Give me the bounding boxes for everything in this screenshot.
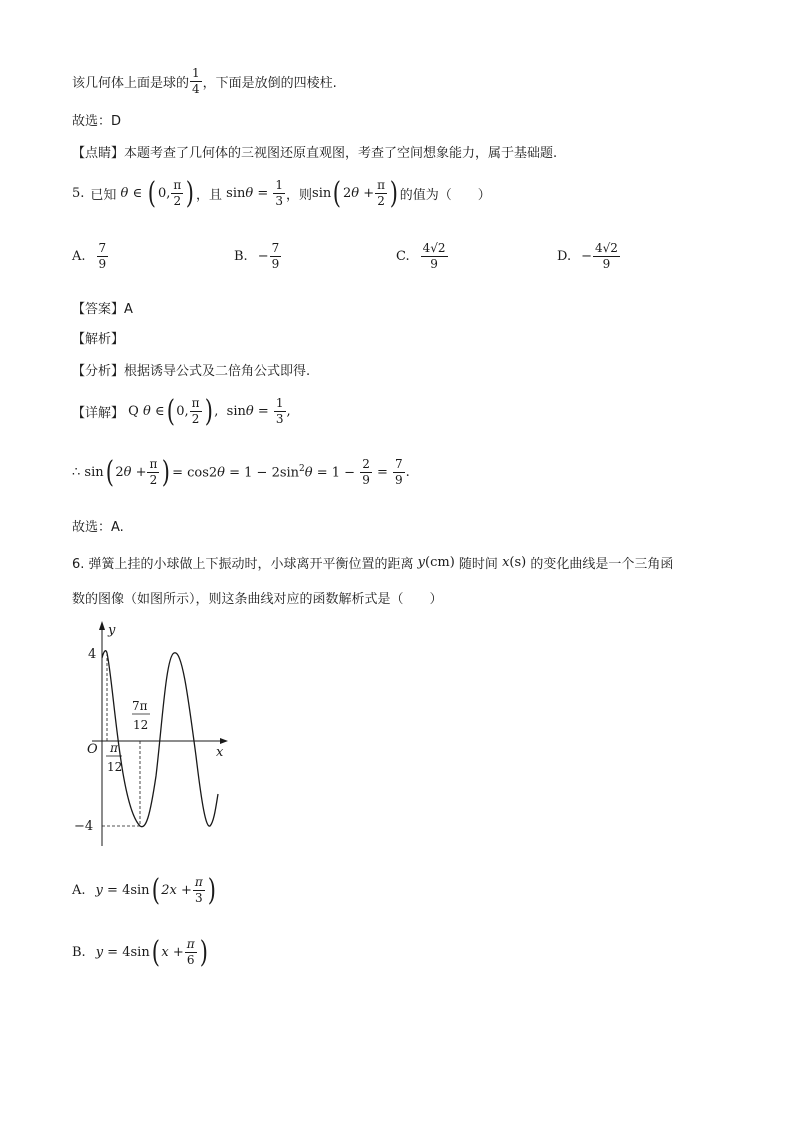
q5-text-2: ，且 <box>196 188 223 203</box>
sine-graph <box>70 616 240 856</box>
quarter-fraction: $\frac{1}{4}$ <box>192 66 200 96</box>
q5-fenxi: 【分析】根据诱导公式及二倍角公式即得. <box>72 364 311 379</box>
y-max-label: 4 <box>88 647 97 662</box>
q4-conclusion-line <box>72 66 337 97</box>
detail-label: 【详解】 <box>72 406 125 421</box>
x-axis-label: x <box>216 745 224 760</box>
q6-stem-line-2: 数的图像（如图所示），则这条曲线对应的函数解析式是（ ） <box>72 592 443 607</box>
q4-conclusion-post: ，下面是放倒的四棱柱. <box>202 76 337 91</box>
q5-option-a: A. $\frac{7}{9}$ <box>72 241 107 271</box>
y-axis-label: y <box>108 623 116 638</box>
pi-over-2-b: $\frac{\pi}{2}$ <box>377 178 385 208</box>
tick-7pi-12-num: 7π <box>132 699 148 713</box>
q5-text-4: 的值为（ ） <box>399 188 491 203</box>
y-min-label: −4 <box>74 819 94 834</box>
q5-analysis-heading: 【解析】 <box>72 332 125 347</box>
q5-option-b: B. − $\frac{7}{9}$ <box>234 241 280 271</box>
q5-detail-line-1: 【详解】 Q θ ∈ ( 0, $\frac{\pi}{2}$ ) , sinθ = $\frac{1}{3}$ , <box>72 394 291 429</box>
q4-comment: 【点睛】本题考查了几何体的三视图还原直观图，考查了空间想象能力，属于基础题. <box>72 146 558 161</box>
q6-option-a: A. y = 4 sin ( 2x + $\frac{\pi}{3}$ ) <box>72 873 216 908</box>
x-axis-arrow-icon <box>220 738 228 744</box>
origin-label: O <box>87 742 98 757</box>
q5-detail-line-2: ∴ sin ( 2θ + $\frac{\pi}{2}$ ) = $\cos 2\theta = 1 - 2\sin^2\theta = 1$ − $\frac{2}{9}$ = $\frac{7}{9}$ . <box>72 455 410 490</box>
q5-text-1: 已知 <box>90 188 117 203</box>
math-sin-expr: sin <box>312 186 332 201</box>
tick-pi-12-den: 12 <box>107 760 123 774</box>
because-symbol: Q <box>124 404 143 419</box>
q6-stem-line-1: 6. 弹簧上挂的小球做上下振动时，小球离开平衡位置的距离 y(cm) 随时间 x(s) 的变化曲线是一个三角函 <box>72 555 674 572</box>
q5-number: 5. <box>72 186 85 201</box>
q5-answer: 【答案】A <box>72 302 133 317</box>
therefore-symbol: ∴ sin <box>72 465 104 480</box>
q5-choice: 故选：A. <box>72 520 124 535</box>
q5-text-3: ，则 <box>286 188 313 203</box>
q5-stem: 5. 已知 θ ∈ ( 0, $\frac{\pi}{2}$ ) ，且 sinθ = $\frac{1}{3}$ ，则 sin ( 2θ + $\frac{\pi}{2}$ ) 的值为（ ） <box>72 176 491 211</box>
q4-choice: 故选：D <box>72 114 122 129</box>
q6-option-b: B. y = 4 sin ( x + $\frac{\pi}{6}$ ) <box>72 935 208 970</box>
tick-7pi-12-den: 12 <box>133 718 149 732</box>
y-axis-arrow-icon <box>99 621 105 630</box>
math-sin-theta: sinθ = <box>222 186 273 201</box>
pi-over-2: $\frac{\pi}{2}$ <box>173 178 182 208</box>
q5-option-c: C. $\frac{4√2}{9}$ <box>396 241 446 271</box>
q5-option-d: D. − $\frac{4√2}{9}$ <box>557 241 618 271</box>
q4-conclusion-pre: 该几何体上面是球的 <box>72 76 190 91</box>
one-third: $\frac{1}{3}$ <box>275 178 284 208</box>
tick-pi-12-num: π <box>110 741 118 755</box>
sine-curve <box>102 651 218 827</box>
math-theta-interval: θ ∈ <box>116 186 147 201</box>
